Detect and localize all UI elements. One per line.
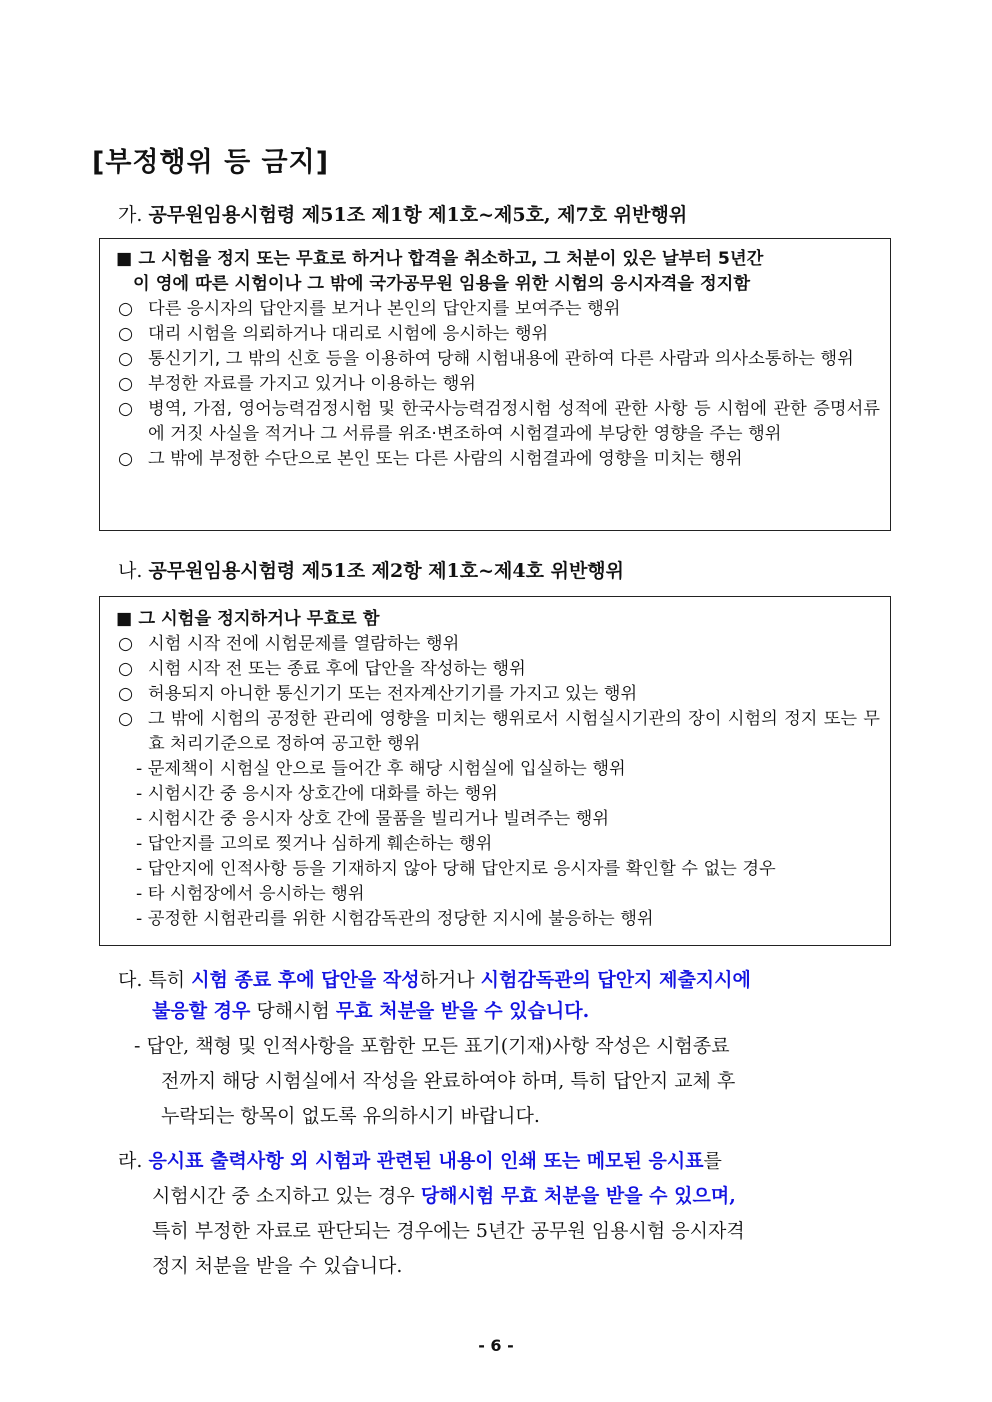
highlight-text: 응시표 출력사항 외 시험과 관련된 내용이 인쇄 또는 메모된 응시표 — [148, 1150, 704, 1172]
circle-bullet-icon: ○ — [118, 299, 134, 319]
list-item: ○ 통신기기, 그 밖의 신호 등을 이용하여 당해 시험내용에 관하여 다른 사람과 의사소통하는 행위 — [116, 347, 880, 372]
circle-bullet-icon: ○ — [118, 709, 134, 729]
circle-bullet-icon: ○ — [118, 399, 134, 419]
list-item: ○ 대리 시험을 의뢰하거나 대리로 시험에 응시하는 행위 — [116, 322, 880, 347]
section-na-box — [99, 596, 891, 946]
dash-item: - 답안지를 고의로 찢거나 심하게 훼손하는 행위 — [136, 834, 493, 854]
note-line: 전까지 해당 시험실에서 작성을 완료하여야 하며, 특히 답안지 교체 후 — [161, 1070, 736, 1092]
box-ga-header-line2: 이 영에 따른 시험이나 그 밖에 국가공무원 임용을 위한 시험의 응시자격을 정지함 — [133, 274, 751, 294]
section-ga-heading — [118, 200, 687, 227]
box-na-header: ■ 그 시험을 정지하거나 무효로 함 — [116, 609, 380, 629]
section-na-heading — [118, 556, 624, 583]
highlight-text: 시험감독관의 답안지 제출지시에 — [480, 969, 751, 991]
section-ga-marker: 가. — [118, 204, 143, 226]
section-ra-marker: 라. — [118, 1150, 143, 1172]
dash-item: - 공정한 시험관리를 위한 시험감독관의 정당한 지시에 불응하는 행위 — [136, 909, 654, 929]
list-item: ○ 시험 시작 전 또는 종료 후에 답안을 작성하는 행위 — [116, 657, 880, 682]
page-number: - 6 - — [478, 1336, 514, 1355]
section-ra-paragraph: 라. 응시표 출력사항 외 시험과 관련된 내용이 인쇄 또는 메모된 응시표를 시험시간 중 소지하고 있는 경우 당해시험 무효 처분을 받을 수 있으며, 특히 부정한 자료로 판단되는 경우에는 5년간 공무원 임용시험 응시자격 정지 처분을 받을 수 있습니다. — [118, 1150, 745, 1277]
section-da-paragraph: 다. 특히 시험 종료 후에 답안을 작성하거나 시험감독관의 답안지 제출지시에 불응할 경우 당해시험 무효 처분을 받을 수 있습니다. — [118, 969, 751, 1022]
section-na-marker: 나. — [118, 560, 143, 582]
list-item: ○ 시험 시작 전에 시험문제를 열람하는 행위 — [116, 632, 880, 657]
circle-bullet-icon: ○ — [118, 374, 134, 394]
dash-item: - 문제책이 시험실 안으로 들어간 후 해당 시험실에 입실하는 행위 — [136, 759, 626, 779]
list-item: ○ 병역, 가점, 영어능력검정시험 및 한국사능력검정시험 성적에 관한 사항 등 시험에 관한 증명서류에 거짓 사실을 적거나 그 서류를 위조·변조하여 시험결과에 부당한 영향을 주는 행위 — [116, 397, 880, 447]
list-item: ○ 부정한 자료를 가지고 있거나 이용하는 행위 — [116, 372, 880, 397]
section-da-note — [134, 1029, 898, 1134]
list-item: ○ 다른 응시자의 답안지를 보거나 본인의 답안지를 보여주는 행위 — [116, 297, 880, 322]
dash-item: - 시험시간 중 응시자 상호간에 대화를 하는 행위 — [136, 784, 498, 804]
circle-bullet-icon: ○ — [118, 634, 134, 654]
highlight-text: 당해시험 무효 처분을 받을 수 있으며, — [420, 1185, 736, 1207]
section-da-marker: 다. — [118, 969, 143, 991]
section-ga-title: 공무원임용시험령 제51조 제1항 제1호~제5호, 제7호 위반행위 — [148, 204, 688, 226]
box-ga-header-line1: ■ 그 시험을 정지 또는 무효로 하거나 합격을 취소하고, 그 처분이 있은 날부터 5년간 — [116, 249, 764, 269]
section-ga-box — [99, 238, 891, 531]
list-item: ○ 그 밖에 시험의 공정한 관리에 영향을 미치는 행위로서 시험실시기관의 장이 시험의 정지 또는 무효 처리기준으로 정하여 공고한 행위 — [116, 707, 880, 757]
page-title: [부정행위 등 금지] — [92, 147, 330, 178]
section-na-title: 공무원임용시험령 제51조 제2항 제1호~제4호 위반행위 — [148, 560, 625, 582]
dash-item: - 답안지에 인적사항 등을 기재하지 않아 당해 답안지로 응시자를 확인할 수 없는 경우 — [136, 859, 776, 879]
dash-item: - 시험시간 중 응시자 상호 간에 물품을 빌리거나 빌려주는 행위 — [136, 809, 610, 829]
circle-bullet-icon: ○ — [118, 324, 134, 344]
circle-bullet-icon: ○ — [118, 684, 134, 704]
circle-bullet-icon: ○ — [118, 659, 134, 679]
highlight-text: 시험 종료 후에 답안을 작성 — [191, 969, 420, 991]
highlight-text: 불응할 경우 — [152, 1000, 251, 1022]
list-item: ○ 그 밖에 부정한 수단으로 본인 또는 다른 사람의 시험결과에 영향을 미치는 행위 — [116, 447, 880, 472]
circle-bullet-icon: ○ — [118, 349, 134, 369]
note-line: - 답안, 책형 및 인적사항을 포함한 모든 표기(기재)사항 작성은 시험종료 — [134, 1035, 730, 1057]
dash-item: - 타 시험장에서 응시하는 행위 — [136, 884, 365, 904]
circle-bullet-icon: ○ — [118, 449, 134, 469]
list-item: ○ 허용되지 아니한 통신기기 또는 전자계산기기를 가지고 있는 행위 — [116, 682, 880, 707]
highlight-text: 무효 처분을 받을 수 있습니다. — [335, 1000, 590, 1022]
note-line: 누락되는 항목이 없도록 유의하시기 바랍니다. — [161, 1105, 540, 1127]
